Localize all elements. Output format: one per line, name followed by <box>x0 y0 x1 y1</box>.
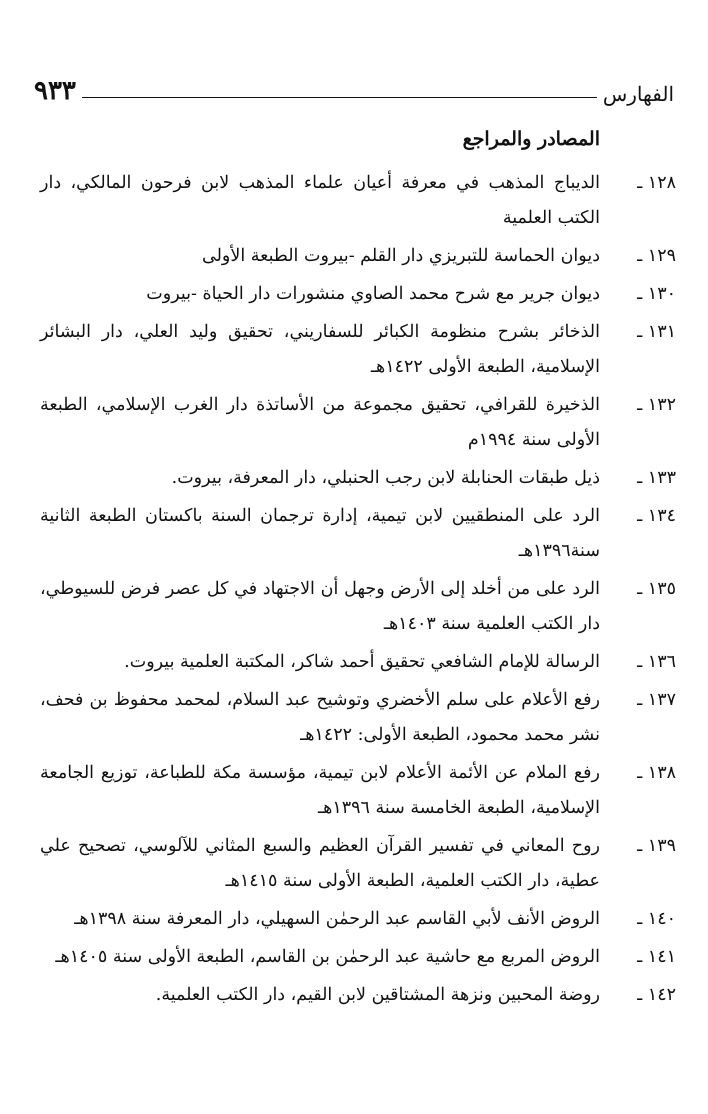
page-number: ٩٣٣ <box>34 76 76 106</box>
entry-text: الروض المربع مع حاشية عبد الرحمٰن بن القاسم، الطبعة الأولى سنة ١٤٠٥هـ <box>55 947 600 967</box>
entry-text: الرسالة للإمام الشافعي تحقيق أحمد شاكر، المكتبة العلمية بيروت. <box>124 652 600 672</box>
entry-text: رفع الأعلام على سلم الأخضري وتوشيح عبد السلام، لمحمد محفوظ بن فحف، نشر محمد محمود، الطبعة الأولى: ١٤٢٢هـ <box>40 690 600 745</box>
reference-list <box>40 166 676 1016</box>
running-title: الفهارس <box>602 82 674 106</box>
reference-entry <box>40 239 676 274</box>
reference-entry <box>40 461 676 496</box>
reference-entry <box>40 166 676 236</box>
entry-number: ١٤١ ـ <box>637 947 676 967</box>
reference-entry <box>40 315 676 385</box>
entry-text: الرد على من أخلد إلى الأرض وجهل أن الاجتهاد في كل عصر فرض للسيوطي، دار الكتب العلمية سنة ١٤٠٣هـ <box>40 579 600 634</box>
header-rule <box>82 97 597 98</box>
reference-entry <box>40 756 676 826</box>
entry-number: ١٢٨ ـ <box>637 173 676 193</box>
entry-number: ١٣٤ ـ <box>637 506 676 526</box>
entry-number: ١٤٠ ـ <box>637 909 676 929</box>
entry-text: ديوان جرير مع شرح محمد الصاوي منشورات دار الحياة -بيروت <box>146 284 600 304</box>
entry-number: ١٣٥ ـ <box>637 579 676 599</box>
entry-number: ١٣٧ ـ <box>637 690 676 710</box>
reference-entry <box>40 683 676 753</box>
entry-number: ١٣١ ـ <box>637 322 676 342</box>
entry-number: ١٣٠ ـ <box>637 284 676 304</box>
entry-number: ١٣٩ ـ <box>637 836 676 856</box>
entry-text: روح المعاني في تفسير القرآن العظيم والسبع المثاني للآلوسي، تصحيح علي عطية، دار الكتب العلمية، الطبعة الأولى سنة ١٤١٥هـ <box>40 836 600 891</box>
entry-text: الرد على المنطقيين لابن تيمية، إدارة ترجمان السنة باكستان الطبعة الثانية سنة١٣٩٦هـ <box>40 506 600 561</box>
reference-entry <box>40 902 676 937</box>
entry-text: رفع الملام عن الأئمة الأعلام لابن تيمية، مؤسسة مكة للطباعة، توزيع الجامعة الإسلامية، الطبعة الخامسة سنة ١٣٩٦هـ <box>40 763 600 818</box>
reference-entry <box>40 499 676 569</box>
entry-text: الديباج المذهب في معرفة أعيان علماء المذهب لابن فرحون المالكي، دار الكتب العلمية <box>40 173 600 228</box>
entry-number: ١٢٩ ـ <box>637 246 676 266</box>
entry-number: ١٣٦ ـ <box>637 652 676 672</box>
reference-entry <box>40 645 676 680</box>
reference-entry <box>40 829 676 899</box>
page-header <box>34 70 674 104</box>
section-title: المصادر والمراجع <box>462 128 600 150</box>
entry-text: روضة المحبين ونزهة المشتاقين لابن القيم، دار الكتب العلمية. <box>155 985 600 1005</box>
entry-text: ذيل طبقات الحنابلة لابن رجب الحنبلي، دار المعرفة، بيروت. <box>171 468 600 488</box>
reference-entry <box>40 572 676 642</box>
entry-number: ١٣٢ ـ <box>637 395 676 415</box>
reference-entry <box>40 388 676 458</box>
entry-number: ١٣٣ ـ <box>637 468 676 488</box>
entry-number: ١٤٢ ـ <box>637 985 676 1005</box>
entry-text: الذخيرة للقرافي، تحقيق مجموعة من الأساتذة دار الغرب الإسلامي، الطبعة الأولى سنة ١٩٩٤م <box>40 395 600 450</box>
reference-entry <box>40 978 676 1013</box>
entry-text: الروض الأنف لأبي القاسم عبد الرحمٰن السهيلي، دار المعرفة سنة ١٣٩٨هـ <box>74 909 600 929</box>
reference-entry <box>40 277 676 312</box>
entry-text: الذخائر بشرح منظومة الكبائر للسفاريني، تحقيق وليد العلي، دار البشائر الإسلامية، الطبعة الأولى ١٤٢٢هـ <box>40 322 600 377</box>
reference-entry <box>40 940 676 975</box>
entry-text: ديوان الحماسة للتبريزي دار القلم -بيروت الطبعة الأولى <box>201 246 600 266</box>
entry-number: ١٣٨ ـ <box>637 763 676 783</box>
